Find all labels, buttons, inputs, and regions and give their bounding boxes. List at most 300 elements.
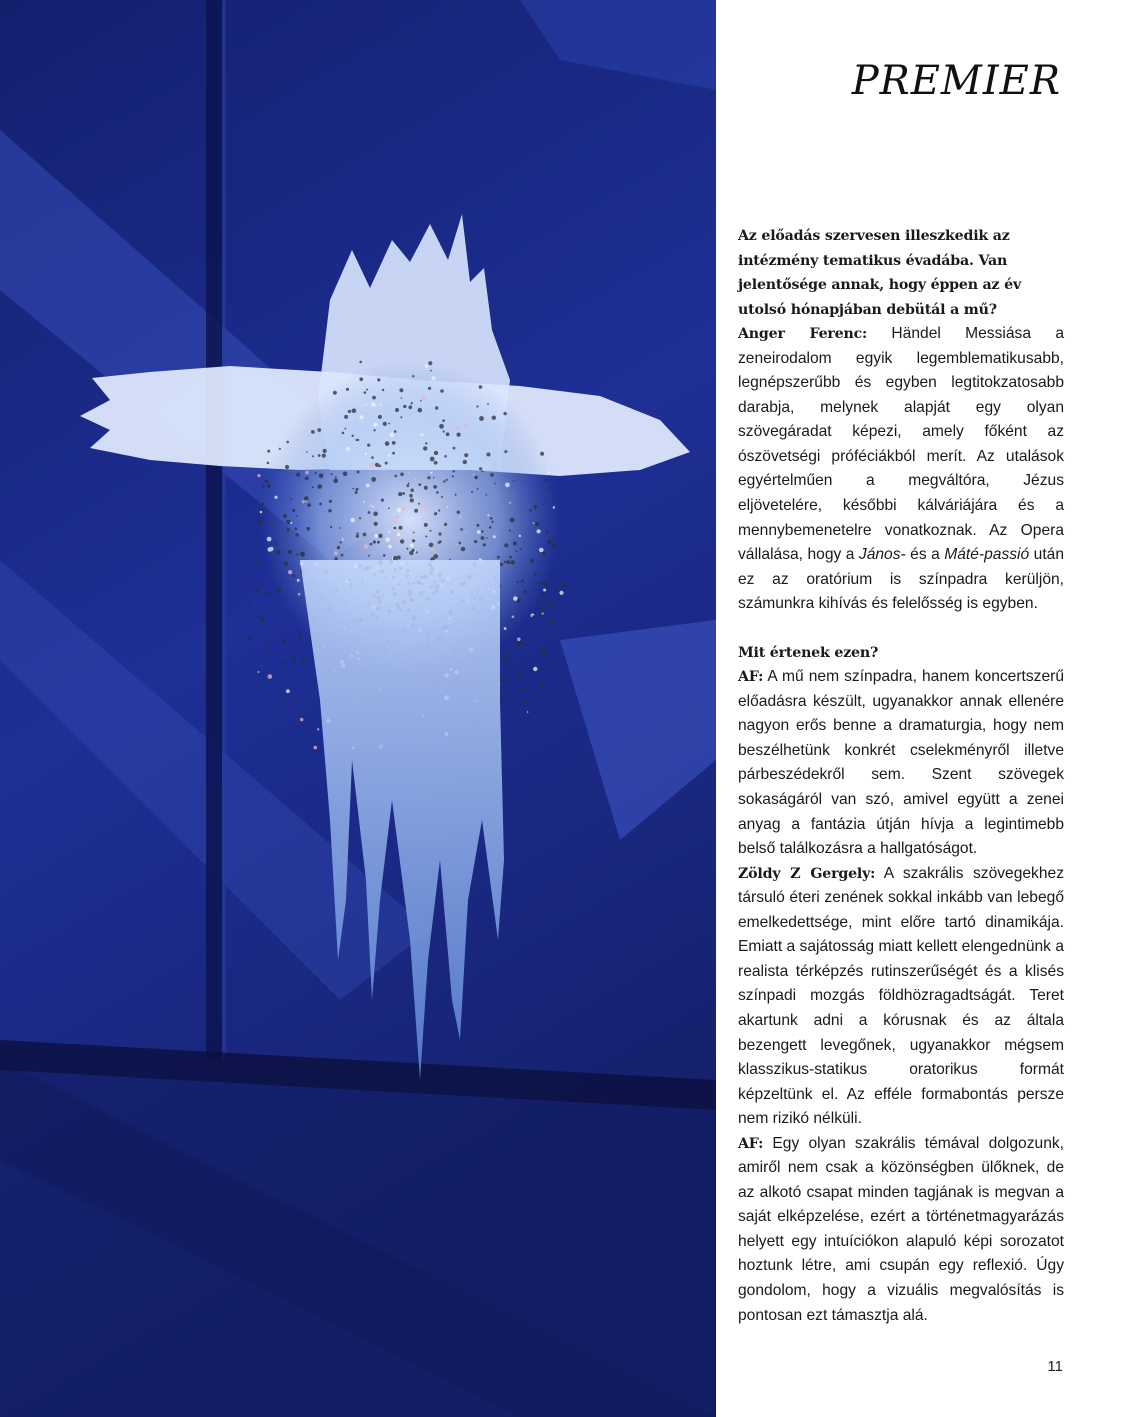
crowd-speck — [300, 552, 305, 557]
crowd-speck — [424, 486, 428, 490]
crowd-speck — [455, 494, 457, 496]
crowd-speck — [410, 498, 414, 502]
crowd-speck — [372, 396, 376, 400]
crowd-speck — [366, 484, 370, 488]
crowd-speck — [356, 488, 359, 491]
crowd-speck — [373, 540, 376, 543]
crowd-speck — [259, 617, 264, 622]
crowd-speck — [410, 544, 414, 548]
crowd-speck — [505, 636, 507, 638]
crowd-speck — [292, 509, 295, 512]
crowd-speck — [492, 416, 496, 420]
speaker-label: AF: — [738, 1135, 764, 1152]
crowd-speck — [307, 527, 311, 531]
crowd-speck — [365, 453, 367, 455]
crowd-speck — [503, 412, 506, 415]
crowd-speck — [304, 496, 308, 500]
crowd-speck — [355, 491, 358, 494]
crowd-speck — [283, 514, 287, 518]
crowd-speck — [464, 424, 468, 428]
crowd-speck — [504, 627, 507, 630]
crowd-speck — [347, 447, 351, 451]
crowd-speck — [439, 424, 444, 429]
crowd-speck — [274, 707, 276, 709]
crowd-speck — [427, 476, 430, 479]
crowd-speck — [422, 504, 426, 508]
crowd-speck — [300, 718, 303, 721]
crowd-speck — [521, 579, 524, 582]
work-title-italic: János- — [858, 546, 906, 564]
crowd-speck — [370, 462, 375, 467]
crowd-speck — [545, 479, 548, 482]
crowd-speck — [394, 532, 398, 536]
crowd-speck — [487, 453, 491, 457]
crowd-speck — [479, 416, 484, 421]
crowd-speck — [425, 365, 428, 368]
crowd-speck — [474, 540, 477, 543]
crowd-speck — [393, 520, 396, 523]
crowd-speck — [434, 451, 438, 455]
crowd-speck — [408, 483, 410, 485]
crowd-speck — [543, 582, 547, 586]
crowd-speck — [520, 548, 522, 550]
crowd-speck — [352, 488, 354, 490]
crowd-speck — [460, 528, 463, 531]
crowd-speck — [305, 471, 308, 474]
crowd-speck — [394, 527, 397, 530]
crowd-speck — [533, 522, 535, 524]
crowd-speck — [403, 405, 406, 408]
crowd-speck — [288, 646, 291, 649]
crowd-speck — [447, 506, 449, 508]
crowd-speck — [451, 431, 454, 434]
crowd-speck — [344, 415, 348, 419]
crowd-speck — [444, 523, 447, 526]
crowd-speck — [366, 389, 368, 391]
crowd-speck — [433, 477, 435, 479]
crowd-speck — [323, 449, 327, 453]
crowd-speck — [510, 560, 514, 564]
crowd-speck — [504, 659, 507, 662]
crowd-speck — [386, 537, 391, 542]
crowd-speck — [397, 533, 401, 537]
crowd-speck — [444, 455, 447, 458]
crowd-speck — [402, 492, 405, 495]
crowd-speck — [341, 538, 344, 541]
crowd-speck — [473, 474, 475, 476]
crowd-speck — [267, 450, 270, 453]
crowd-speck — [276, 550, 280, 554]
crowd-speck — [401, 507, 405, 511]
crowd-speck — [392, 452, 395, 455]
interview-article — [738, 224, 1064, 1328]
crowd-speck — [363, 533, 367, 537]
crowd-speck — [377, 541, 380, 544]
crowd-speck — [283, 661, 286, 664]
crowd-speck — [513, 541, 517, 545]
crowd-speck — [530, 559, 534, 563]
crowd-speck — [504, 450, 507, 453]
crowd-speck — [319, 473, 324, 478]
crowd-speck — [452, 475, 454, 477]
crowd-speck — [256, 560, 259, 563]
crowd-speck — [267, 537, 272, 542]
crowd-speck — [457, 511, 460, 514]
crowd-speck — [418, 503, 420, 505]
crowd-speck — [398, 492, 402, 496]
crowd-speck — [311, 430, 315, 434]
crowd-speck — [333, 410, 335, 412]
crowd-speck — [453, 447, 456, 450]
crowd-speck — [422, 396, 426, 400]
crowd-speck — [463, 460, 467, 464]
crowd-speck — [356, 439, 358, 441]
crowd-speck — [287, 528, 290, 531]
crowd-speck — [406, 548, 408, 550]
crowd-speck — [312, 486, 314, 488]
crowd-speck — [346, 388, 349, 391]
crowd-speck — [296, 473, 300, 477]
crowd-speck — [305, 477, 309, 481]
crowd-speck — [286, 689, 290, 693]
crowd-speck — [312, 683, 314, 685]
crowd-speck — [399, 526, 403, 530]
crowd-speck — [389, 377, 391, 379]
crowd-speck — [371, 456, 374, 459]
crowd-speck — [481, 470, 483, 472]
crowd-speck — [390, 433, 394, 437]
work-title-italic: Máté-passió — [944, 546, 1030, 564]
crowd-speck — [267, 626, 269, 628]
crowd-speck — [335, 557, 338, 560]
crowd-speck — [286, 441, 289, 444]
crowd-speck — [247, 601, 250, 604]
crowd-speck — [546, 532, 548, 534]
crowd-speck — [334, 551, 338, 555]
crowd-speck — [341, 554, 344, 557]
crowd-speck — [553, 506, 555, 508]
crowd-speck — [446, 479, 448, 481]
crowd-speck — [550, 517, 552, 519]
crowd-speck — [509, 556, 512, 559]
crowd-speck — [274, 496, 277, 499]
crowd-speck — [373, 429, 375, 431]
crowd-speck — [518, 672, 522, 676]
crowd-speck — [413, 532, 415, 534]
crowd-speck — [388, 531, 390, 533]
crowd-speck — [371, 477, 376, 482]
crowd-speck — [352, 435, 354, 437]
crowd-speck — [500, 715, 502, 717]
crowd-speck — [388, 454, 390, 456]
crowd-speck — [318, 454, 321, 457]
crowd-speck — [373, 512, 378, 517]
crowd-speck — [435, 406, 438, 409]
crowd-speck — [382, 389, 384, 391]
crowd-speck — [295, 533, 298, 536]
crowd-speck — [414, 479, 416, 481]
crowd-speck — [302, 500, 305, 503]
crowd-speck — [504, 543, 508, 547]
crowd-speck — [543, 503, 545, 505]
crowd-speck — [509, 502, 511, 504]
crowd-speck — [348, 410, 351, 413]
crowd-speck — [431, 376, 435, 380]
crowd-speck — [279, 448, 281, 450]
crowd-speck — [275, 543, 277, 545]
crowd-speck — [425, 536, 427, 538]
crowd-speck — [357, 471, 360, 474]
crowd-speck — [561, 583, 566, 588]
crowd-speck — [359, 377, 363, 381]
crowd-speck — [420, 400, 422, 402]
crowd-speck — [288, 550, 292, 554]
crowd-speck — [552, 628, 555, 631]
crowd-speck — [503, 687, 506, 690]
crowd-speck — [479, 385, 483, 389]
crowd-speck — [527, 701, 530, 704]
crowd-speck — [388, 423, 390, 425]
crowd-speck — [294, 527, 297, 530]
page-number: 11 — [1047, 1358, 1063, 1375]
crowd-speck — [539, 581, 543, 585]
crowd-speck — [264, 479, 268, 483]
crowd-speck — [446, 432, 450, 436]
crowd-speck — [465, 532, 467, 534]
crowd-speck — [265, 592, 268, 595]
crowd-speck — [523, 701, 526, 704]
crowd-speck — [367, 444, 370, 447]
crowd-speck — [440, 389, 444, 393]
crowd-speck — [247, 637, 250, 640]
crowd-speck — [409, 494, 413, 498]
crowd-speck — [290, 498, 292, 500]
crowd-speck — [455, 544, 457, 546]
crowd-speck — [370, 543, 373, 546]
crowd-speck — [505, 653, 509, 657]
crowd-speck — [519, 535, 521, 537]
crowd-speck — [436, 491, 439, 494]
crowd-speck — [399, 388, 403, 392]
crowd-speck — [374, 423, 378, 427]
crowd-speck — [455, 426, 459, 430]
crowd-speck — [549, 604, 551, 606]
crowd-speck — [418, 408, 423, 413]
crowd-speck — [416, 551, 418, 553]
crowd-speck — [364, 544, 368, 548]
crowd-speck — [438, 509, 440, 511]
crowd-speck — [487, 403, 489, 405]
crowd-speck — [490, 517, 493, 520]
crowd-speck — [378, 465, 381, 468]
crowd-speck — [422, 518, 424, 520]
speaker-label: Zöldy Z Gergely: — [738, 865, 876, 882]
crowd-speck — [540, 563, 542, 565]
crowd-speck — [429, 543, 434, 548]
crowd-speck — [302, 651, 304, 653]
crowd-speck — [532, 615, 534, 617]
crowd-speck — [509, 689, 511, 691]
crowd-speck — [524, 457, 526, 459]
crowd-speck — [485, 494, 487, 496]
crowd-speck — [397, 508, 401, 512]
crowd-speck — [428, 387, 431, 390]
crowd-speck — [280, 623, 282, 625]
answer-text: A szakrális szövegekhez társuló éteri zenének sokkal inkább van lebegő emelkedettsége, mint előre tartó dinamikája. Emiatt a sajátosság miatt kellett elengednünk a realista térképzés rutinszerűségét és a klisés színpadi mozgás földhözragadtságát. Teret akartunk adni a kórusnak és az általa bezengett levegőnek, ugyanakkor mégsem klasszikus-statikus oratorikus formát képzeltünk el. Az efféle formabontás persze nem rizikó nélküli. — [738, 864, 1065, 1128]
speaker-label: Anger Ferenc: — [738, 326, 868, 343]
crowd-speck — [515, 550, 517, 552]
crowd-speck — [378, 415, 382, 419]
crowd-speck — [487, 514, 489, 516]
crowd-speck — [414, 509, 418, 513]
crowd-speck — [443, 480, 445, 482]
crowd-speck — [535, 522, 539, 526]
answer-text: Egy olyan szakrális témával dolgozunk, amiről nem csak a közönségben ülőknek, de az alkotó csapat minden tagjának is megvan a saját elképzelése, ezért a történetmagyarázás helyett egy intuíciókon alapuló képi sorozatot hoztunk létre, ami csupán egy reflexió. Úgy gondolom, hogy a vizuális megvalósítás is pontosan ezt támasztja alá. — [738, 1134, 1064, 1324]
crowd-speck — [477, 530, 481, 534]
crowd-speck — [317, 428, 321, 432]
crowd-speck — [430, 530, 432, 532]
crowd-speck — [314, 746, 318, 750]
crowd-speck — [489, 526, 492, 529]
crowd-speck — [339, 527, 341, 529]
crowd-speck — [411, 489, 414, 492]
crowd-speck — [517, 642, 521, 646]
crowd-speck — [548, 621, 551, 624]
crowd-speck — [317, 728, 319, 730]
crowd-speck — [284, 562, 288, 566]
crowd-speck — [312, 455, 314, 457]
crowd-speck — [328, 509, 331, 512]
crowd-speck — [277, 587, 282, 592]
crowd-speck — [540, 601, 542, 603]
crowd-speck — [412, 539, 415, 542]
crowd-speck — [285, 465, 289, 469]
crowd-speck — [296, 554, 298, 556]
crowd-speck — [457, 433, 461, 437]
crowd-speck — [315, 472, 317, 474]
answer-text: és a — [905, 546, 945, 564]
crowd-speck — [369, 504, 372, 507]
section-title: PREMIER — [851, 58, 1061, 104]
crowd-speck — [257, 474, 260, 477]
crowd-speck — [401, 397, 403, 399]
crowd-speck — [479, 467, 482, 470]
crowd-speck — [506, 560, 510, 564]
crowd-speck — [430, 472, 432, 474]
crowd-speck — [351, 518, 355, 522]
crowd-speck — [433, 485, 437, 489]
crowd-speck — [434, 461, 438, 465]
crowd-speck — [406, 484, 409, 487]
crowd-speck — [293, 575, 296, 578]
crowd-speck — [474, 476, 478, 480]
crowd-speck — [543, 589, 546, 592]
crowd-speck — [434, 512, 437, 515]
crowd-speck — [261, 502, 264, 505]
crowd-speck — [552, 543, 556, 547]
crowd-speck — [383, 554, 386, 557]
crowd-speck — [525, 644, 528, 647]
crowd-speck — [298, 593, 301, 596]
crowd-speck — [359, 361, 362, 364]
crowd-speck — [319, 503, 322, 506]
crowd-speck — [333, 478, 338, 483]
crowd-speck — [420, 433, 423, 436]
crowd-speck — [539, 681, 544, 686]
crowd-speck — [442, 419, 445, 422]
crowd-speck — [505, 483, 510, 488]
crowd-speck — [539, 548, 544, 553]
crowd-speck — [423, 446, 427, 450]
crowd-speck — [333, 391, 337, 395]
paragraph-gap — [738, 617, 1064, 641]
crowd-speck — [517, 599, 521, 603]
crowd-speck — [260, 511, 263, 514]
crowd-speck — [258, 671, 260, 673]
crowd-speck — [394, 430, 397, 433]
crowd-speck — [356, 533, 358, 535]
crowd-speck — [262, 485, 265, 488]
crowd-speck — [385, 462, 388, 465]
crowd-speck — [395, 475, 398, 478]
crowd-speck — [268, 674, 273, 679]
crowd-speck — [344, 428, 346, 430]
crowd-speck — [513, 480, 515, 482]
crowd-speck — [530, 669, 533, 672]
crowd-speck — [268, 649, 271, 652]
crowd-speck — [335, 476, 337, 478]
crowd-speck — [409, 551, 413, 555]
crowd-speck — [331, 473, 333, 475]
crowd-speck — [400, 539, 404, 543]
crowd-speck — [392, 441, 396, 445]
crowd-speck — [343, 472, 348, 477]
crowd-speck — [453, 470, 455, 472]
crowd-speck — [364, 391, 367, 394]
crowd-speck — [548, 471, 551, 474]
crowd-speck — [288, 570, 292, 574]
crowd-speck — [400, 473, 404, 477]
answer-4 — [738, 1132, 1064, 1328]
crowd-speck — [371, 402, 376, 407]
crowd-speck — [412, 375, 414, 377]
crowd-speck — [368, 511, 371, 514]
crowd-speck — [368, 555, 370, 557]
crowd-speck — [431, 548, 434, 551]
crowd-speck — [430, 457, 435, 462]
answer-text: után ez az oratórium is színpadra kerüljön, számunkra kihívás és felelősség is egyben. — [738, 546, 1065, 613]
crowd-speck — [549, 487, 551, 489]
crowd-speck — [551, 620, 554, 623]
crowd-speck — [535, 508, 537, 510]
crowd-speck — [500, 563, 503, 566]
crowd-speck — [500, 695, 504, 699]
crowd-speck — [497, 556, 500, 559]
crowd-speck — [535, 582, 537, 584]
question-1: Az előadás szervesen illeszkedik az intézmény tematikus évadába. Van jelentősége annak, hogy éppen az év utolsó hónapjában debütál a mű? — [738, 228, 1022, 318]
crowd-speck — [540, 608, 544, 612]
crowd-speck — [295, 698, 297, 700]
crowd-speck — [422, 424, 424, 426]
crowd-speck — [400, 416, 402, 418]
crowd-speck — [298, 634, 301, 637]
crowd-speck — [381, 499, 384, 502]
crowd-speck — [342, 432, 345, 435]
crowd-speck — [439, 540, 442, 543]
crowd-speck — [257, 615, 260, 618]
crowd-speck — [290, 522, 292, 524]
crowd-speck — [504, 561, 506, 563]
